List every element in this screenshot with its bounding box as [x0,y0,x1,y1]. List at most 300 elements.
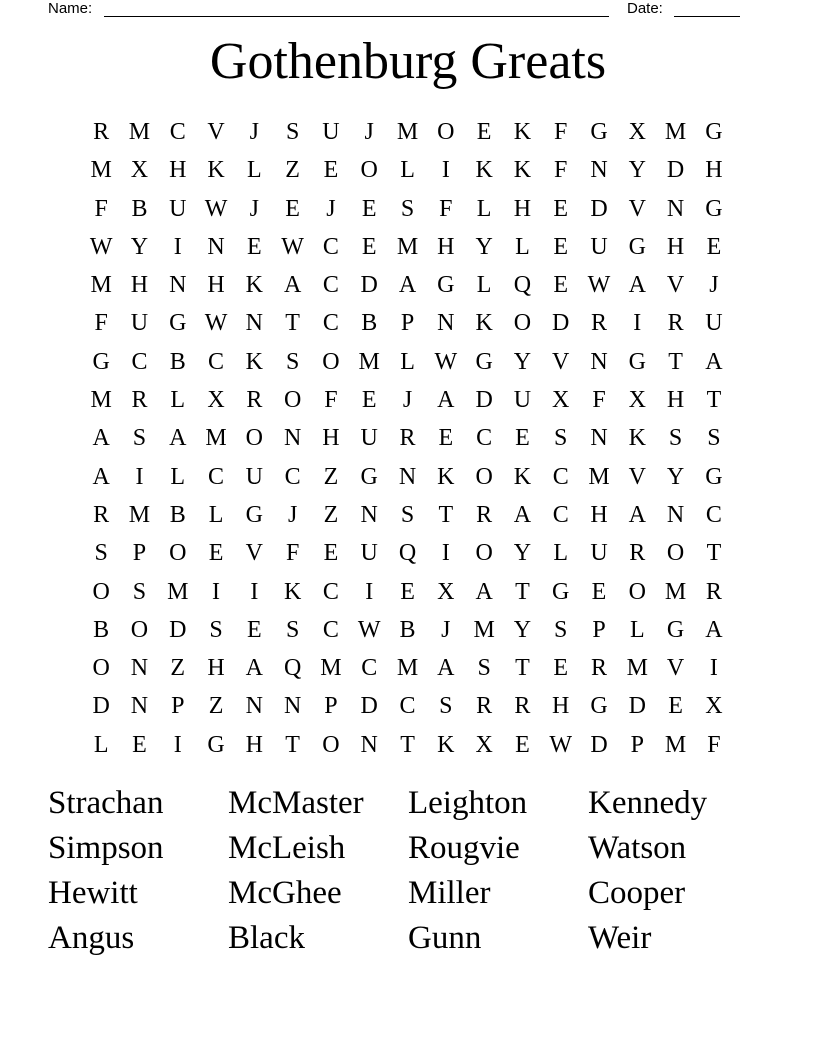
grid-letter: L [400,157,415,184]
grid-letter: H [705,157,723,184]
grid-letter: U [245,463,263,490]
word-bank-item: Watson [588,830,687,866]
grid-letter: V [666,655,685,682]
grid-letter: V [552,348,570,375]
word-bank-item: Leighton [408,785,528,821]
grid-letter: S [285,119,300,145]
grid-letter: S [400,195,415,222]
grid-letter: N [130,655,149,682]
grid-letter: T [706,387,722,414]
grid-row [82,304,734,342]
grid-letter: M [588,463,610,490]
grid-letter: Y [513,616,532,643]
grid-row [82,151,734,189]
grid-letter: C [322,578,339,605]
grid-letter: N [360,731,378,758]
grid-letter: A [513,501,532,528]
grid-letter: T [400,731,415,758]
grid-letter: Q [398,540,417,567]
grid-row [82,458,734,496]
grid-letter: O [437,119,455,145]
grid-letter: F [285,540,300,567]
grid-letter: M [128,119,151,145]
grid-letter: J [364,119,374,145]
grid-row [82,649,734,687]
grid-letter: N [590,348,608,375]
grid-letter: F [554,157,568,184]
grid-letter: H [552,693,570,720]
grid-letter: O [130,616,149,643]
grid-letter: J [249,195,259,222]
date-label: Date: [627,0,663,17]
grid-letter: Q [513,272,532,299]
grid-letter: K [245,272,263,299]
grid-letter: E [706,233,722,260]
grid-letter: H [590,501,608,528]
grid-letter: A [437,387,455,414]
grid-letter: Y [130,233,149,260]
grid-letter: U [360,425,378,452]
grid-letter: A [283,272,302,299]
grid-row [82,573,734,611]
grid-letter: O [92,578,110,605]
grid-letter: K [475,157,493,184]
grid-letter: N [207,233,225,260]
grid-letter: F [592,387,606,414]
grid-letter: N [245,310,263,337]
word-bank-item: Simpson [48,830,164,866]
grid-letter: K [475,310,493,337]
grid-letter: V [628,463,646,490]
grid-letter: B [361,310,378,337]
grid-letter: X [628,387,646,414]
grid-letter: G [475,348,493,375]
grid-letter: H [666,233,685,260]
grid-letter: S [554,425,568,452]
grid-letter: C [208,463,225,490]
grid-letter: V [628,195,646,222]
grid-letter: D [92,693,110,720]
grid-letter: O [245,425,263,452]
grid-letter: G [552,578,570,605]
grid-letter: Y [513,540,532,567]
grid-letter: S [285,348,300,375]
grid-letter: R [514,693,531,720]
grid-letter: L [170,463,186,490]
grid-letter: I [441,157,450,184]
grid-letter: K [437,731,455,758]
grid-letter: C [322,272,339,299]
name-label: Name: [48,0,93,17]
grid-letter: F [94,310,108,337]
grid-letter: G [666,616,685,643]
grid-letter: N [283,693,302,720]
worksheet-header [48,0,748,20]
grid-letter: K [283,578,302,605]
grid-letter: M [473,616,495,643]
grid-letter: P [592,616,606,643]
grid-letter: E [247,233,262,260]
grid-letter: T [285,731,300,758]
grid-letter: H [207,655,225,682]
grid-letter: S [668,425,683,452]
grid-letter: W [587,272,611,299]
grid-letter: O [360,157,378,184]
grid-letter: P [400,310,415,337]
grid-letter: L [93,731,109,758]
grid-letter: T [515,578,530,605]
grid-letter: U [705,310,723,337]
grid-letter: F [324,387,338,414]
grid-letter: K [437,463,455,490]
grid-letter: U [130,310,149,337]
grid-letter: A [628,501,646,528]
grid-letter: R [399,425,416,452]
grid-letter: R [93,501,110,528]
grid-letter: M [664,578,687,605]
grid-letter: G [705,195,723,222]
grid-letter: N [283,425,302,452]
grid-letter: D [169,616,187,643]
grid-letter: C [322,233,339,260]
grid-letter: F [554,119,568,145]
grid-letter: W [89,233,113,260]
grid-letter: I [135,463,144,490]
grid-letter: E [553,195,569,222]
grid-letter: U [513,387,532,414]
grid-letter: J [326,195,336,222]
grid-letter: C [322,616,339,643]
word-bank-item: Rougvie [408,830,520,866]
grid-letter: A [245,655,263,682]
grid-letter: B [169,348,186,375]
grid-letter: G [705,463,723,490]
grid-letter: K [513,157,532,184]
grid-letter: S [132,578,147,605]
grid-letter: Y [513,348,532,375]
grid-letter: W [281,233,304,260]
grid-row [82,534,734,572]
grid-letter: V [207,119,225,145]
grid-letter: C [552,463,569,490]
grid-letter: E [591,578,607,605]
grid-letter: D [590,195,608,222]
grid-row [82,343,734,381]
grid-letter: S [439,693,453,720]
grid-letter: O [322,731,340,758]
name-blank-line [104,2,609,17]
grid-letter: U [360,540,378,567]
grid-letter: P [324,693,338,720]
grid-letter: M [396,655,419,682]
grid-letter: C [322,310,339,337]
grid-letter: G [590,119,608,145]
grid-letter: H [130,272,149,299]
grid-letter: R [93,119,110,145]
grid-letter: C [361,655,378,682]
grid-letter: O [513,310,532,337]
grid-letter: H [207,272,225,299]
grid-letter: M [396,233,419,260]
grid-row [82,687,734,725]
grid-letter: G [245,501,263,528]
grid-letter: G [628,233,646,260]
grid-letter: D [552,310,570,337]
grid-letter: O [92,655,110,682]
grid-letter: Z [323,501,339,528]
grid-letter: E [553,655,569,682]
grid-letter: O [666,540,685,567]
grid-letter: T [668,348,683,375]
grid-letter: E [438,425,454,452]
grid-letter: S [285,616,300,643]
letter-grid [82,113,734,764]
grid-letter: X [705,693,723,720]
grid-letter: C [705,501,722,528]
grid-letter: W [549,731,573,758]
grid-letter: R [131,387,148,414]
grid-letter: P [132,540,147,567]
grid-letter: D [628,693,646,720]
grid-letter: S [209,616,223,643]
word-bank-item: Gunn [408,920,482,956]
grid-letter: U [590,233,608,260]
grid-letter: C [131,348,148,375]
grid-letter: R [591,655,608,682]
grid-letter: Y [666,463,685,490]
grid-letter: L [629,616,645,643]
grid-letter: A [475,578,493,605]
grid-row [82,228,734,266]
grid-letter: O [475,540,493,567]
grid-letter: G [207,731,225,758]
grid-letter: X [552,387,570,414]
grid-letter: C [552,501,569,528]
grid-letter: E [400,578,415,605]
grid-letter: R [667,310,684,337]
grid-letter: M [626,655,648,682]
grid-letter: M [167,578,189,605]
grid-letter: X [207,387,225,414]
word-bank-item: Cooper [588,875,686,911]
grid-letter: L [553,540,569,567]
grid-letter: A [705,616,723,643]
grid-letter: A [92,425,110,452]
grid-letter: E [361,387,377,414]
grid-letter: U [322,119,340,145]
grid-letter: D [475,387,493,414]
grid-letter: S [707,425,721,452]
grid-letter: J [709,272,719,299]
grid-letter: D [590,731,608,758]
grid-letter: D [360,693,378,720]
grid-letter: O [283,387,302,414]
grid-letter: V [245,540,263,567]
grid-letter: K [513,463,532,490]
grid-letter: J [441,616,451,643]
grid-letter: N [130,693,149,720]
grid-letter: O [322,348,340,375]
grid-letter: T [285,310,300,337]
grid-letter: E [285,195,300,222]
grid-letter: I [173,233,182,260]
grid-letter: I [173,731,182,758]
grid-letter: M [205,425,227,452]
grid-letter: S [400,501,415,528]
grid-letter: X [475,731,493,758]
grid-letter: R [629,540,646,567]
grid-row [82,381,734,419]
grid-letter: T [515,655,530,682]
grid-letter: N [360,501,378,528]
grid-letter: I [365,578,374,605]
grid-row [82,113,734,151]
grid-letter: B [169,501,186,528]
grid-letter: Y [628,157,646,184]
grid-letter: J [287,501,298,528]
grid-letter: I [212,578,221,605]
grid-letter: E [247,616,262,643]
grid-letter: E [361,195,377,222]
grid-letter: K [628,425,646,452]
grid-letter: N [666,501,685,528]
grid-letter: M [664,731,687,758]
grid-letter: Q [283,655,302,682]
grid-letter: S [554,616,568,643]
grid-letter: E [515,425,530,452]
grid-row [82,726,734,764]
grid-letter: X [130,157,149,184]
grid-row [82,496,734,534]
grid-letter: H [245,731,263,758]
grid-row [82,190,734,228]
grid-letter: B [131,195,148,222]
grid-letter: Z [170,655,186,682]
grid-letter: H [666,387,685,414]
grid-letter: E [323,157,339,184]
grid-letter: Y [475,233,493,260]
word-bank-item: McLeish [228,830,346,866]
grid-letter: F [707,731,721,758]
grid-letter: M [90,272,112,299]
grid-letter: C [399,693,416,720]
word-bank-item: Black [228,920,305,956]
grid-letter: Z [208,693,224,720]
grid-letter: L [208,501,224,528]
grid-letter: K [513,119,532,145]
word-bank-item: Weir [588,920,652,956]
grid-letter: I [709,655,718,682]
grid-letter: E [515,731,530,758]
grid-letter: M [396,119,419,145]
grid-letter: O [169,540,187,567]
grid-letter: G [169,310,187,337]
grid-letter: E [132,731,147,758]
grid-letter: N [245,693,263,720]
word-bank-item: McGhee [228,875,342,911]
grid-letter: M [128,501,151,528]
grid-letter: R [705,578,722,605]
grid-letter: M [664,119,687,145]
grid-letter: L [476,272,492,299]
grid-letter: R [246,387,263,414]
grid-letter: D [360,272,378,299]
grid-letter: G [590,693,608,720]
grid-letter: F [439,195,453,222]
grid-letter: W [357,616,381,643]
word-bank-item: McMaster [228,785,364,821]
grid-letter: X [437,578,455,605]
grid-letter: I [250,578,259,605]
grid-letter: F [94,195,108,222]
grid-letter: T [706,540,722,567]
grid-letter: A [628,272,646,299]
word-bank-item: Miller [408,875,491,911]
grid-letter: Z [285,157,300,184]
grid-letter: C [208,348,225,375]
grid-letter: E [361,233,377,260]
grid-letter: K [245,348,263,375]
grid-letter: H [322,425,340,452]
grid-letter: A [398,272,417,299]
grid-letter: B [399,616,416,643]
grid-letter: G [360,463,378,490]
grid-letter: M [358,348,380,375]
grid-row [82,419,734,457]
grid-letter: B [93,616,110,643]
grid-letter: U [590,540,608,567]
date-blank-line [674,2,740,17]
grid-letter: A [437,655,455,682]
grid-letter: H [513,195,532,222]
grid-letter: M [90,157,112,184]
puzzle-title: Gothenburg Greats [209,33,607,90]
grid-letter: G [628,348,646,375]
word-bank-item: Strachan [48,785,164,821]
grid-letter: J [402,387,413,414]
grid-letter: M [90,387,112,414]
grid-letter: E [208,540,224,567]
grid-letter: O [475,463,493,490]
word-bank-item: Angus [48,920,135,956]
grid-letter: L [515,233,530,260]
grid-letter: O [628,578,646,605]
grid-letter: R [591,310,608,337]
grid-letter: G [437,272,455,299]
grid-letter: S [132,425,147,452]
grid-letter: N [169,272,187,299]
word-bank-item: Kennedy [588,785,708,821]
grid-letter: W [204,195,228,222]
grid-letter: A [705,348,723,375]
grid-letter: H [437,233,455,260]
grid-letter: E [553,272,569,299]
grid-letter: N [437,310,455,337]
grid-letter: L [170,387,186,414]
grid-letter: E [323,540,339,567]
grid-letter: U [169,195,187,222]
grid-row [82,611,734,649]
grid-letter: A [169,425,187,452]
grid-letter: N [590,425,608,452]
grid-letter: C [169,119,186,145]
grid-letter: P [630,731,644,758]
word-bank-item: Hewitt [48,875,138,911]
word-bank [48,782,768,962]
grid-letter: Z [323,463,339,490]
grid-letter: P [171,693,185,720]
grid-letter: L [247,157,262,184]
